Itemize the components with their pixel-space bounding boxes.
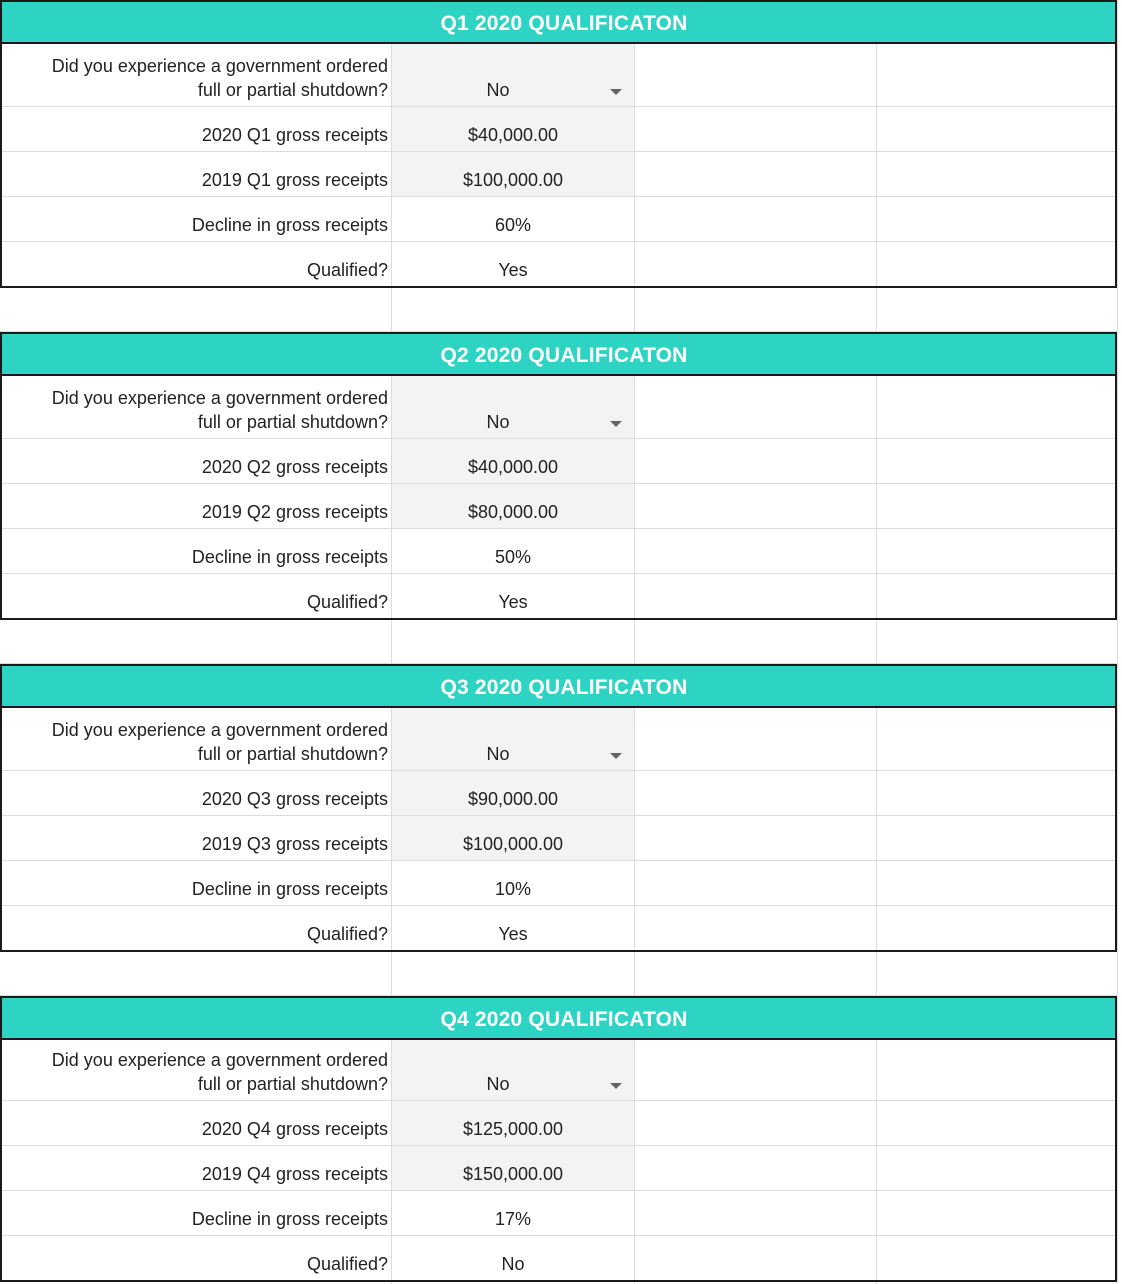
q2-prior-label: 2019 Q2 gross receipts [201, 502, 388, 522]
spacer-row [0, 288, 1117, 332]
q1-prior-label: 2019 Q1 gross receipts [201, 170, 388, 190]
q2-qualified-label: Qualified? [306, 592, 388, 612]
q1-shutdown-label: Did you experience a government ordered full or partial shutdown? [51, 56, 388, 100]
q3-shutdown-label: Did you experience a government ordered full or partial shutdown? [51, 720, 388, 764]
q2-shutdown-select[interactable]: No [392, 376, 634, 439]
q1-decline-label: Decline in gross receipts [191, 215, 388, 235]
q1-qualified-value: Yes [498, 260, 528, 280]
q1-current-label: 2020 Q1 gross receipts [201, 125, 388, 145]
q3-prior-label: 2019 Q3 gross receipts [201, 834, 388, 854]
q1-qualified-label: Qualified? [306, 260, 388, 280]
q1-current-input[interactable]: $40,000.00 [392, 107, 634, 152]
grid-line [1117, 0, 1118, 1284]
q3-title: Q3 2020 QUALIFICATON [440, 676, 688, 699]
q4-current-input[interactable]: $125,000.00 [392, 1101, 634, 1146]
q3-current-input[interactable]: $90,000.00 [392, 771, 634, 816]
q1-decline-value: 60% [494, 215, 532, 235]
q2-prior-input[interactable]: $80,000.00 [392, 484, 634, 529]
q4-shutdown-label: Did you experience a government ordered full or partial shutdown? [51, 1050, 388, 1094]
q4-shutdown-select[interactable]: No [392, 1040, 634, 1101]
q2-title: Q2 2020 QUALIFICATON [440, 344, 688, 367]
spacer-row [0, 620, 1117, 664]
q4-prior-input[interactable]: $150,000.00 [392, 1146, 634, 1191]
q2-decline-label: Decline in gross receipts [191, 547, 388, 567]
q4-title: Q4 2020 QUALIFICATON [440, 1008, 688, 1031]
q4-qualified-value: No [501, 1254, 525, 1274]
q1-border [0, 0, 1117, 288]
q2-current-label: 2020 Q2 gross receipts [201, 457, 388, 477]
q4-decline-value: 17% [494, 1209, 532, 1229]
q1-shutdown-select[interactable]: No [392, 44, 634, 107]
q4-border [0, 996, 1117, 1282]
q2-border [0, 332, 1117, 620]
q2-current-input[interactable]: $40,000.00 [392, 439, 634, 484]
q2-shutdown-label: Did you experience a government ordered full or partial shutdown? [51, 388, 388, 432]
q3-shutdown-select[interactable]: No [392, 708, 634, 771]
q3-border [0, 664, 1117, 952]
q3-decline-label: Decline in gross receipts [191, 879, 388, 899]
q3-qualified-value: Yes [498, 924, 528, 944]
q4-decline-label: Decline in gross receipts [191, 1209, 388, 1229]
q2-qualified-value: Yes [498, 592, 528, 612]
q3-qualified-label: Qualified? [306, 924, 388, 944]
q3-current-label: 2020 Q3 gross receipts [201, 789, 388, 809]
q2-decline-value: 50% [494, 547, 532, 567]
q4-current-label: 2020 Q4 gross receipts [201, 1119, 388, 1139]
q3-prior-input[interactable]: $100,000.00 [392, 816, 634, 861]
q1-title: Q1 2020 QUALIFICATON [440, 12, 688, 35]
q4-qualified-label: Qualified? [306, 1254, 388, 1274]
spacer-row [0, 952, 1117, 996]
q1-prior-input[interactable]: $100,000.00 [392, 152, 634, 197]
q3-decline-value: 10% [494, 879, 532, 899]
q4-prior-label: 2019 Q4 gross receipts [201, 1164, 388, 1184]
